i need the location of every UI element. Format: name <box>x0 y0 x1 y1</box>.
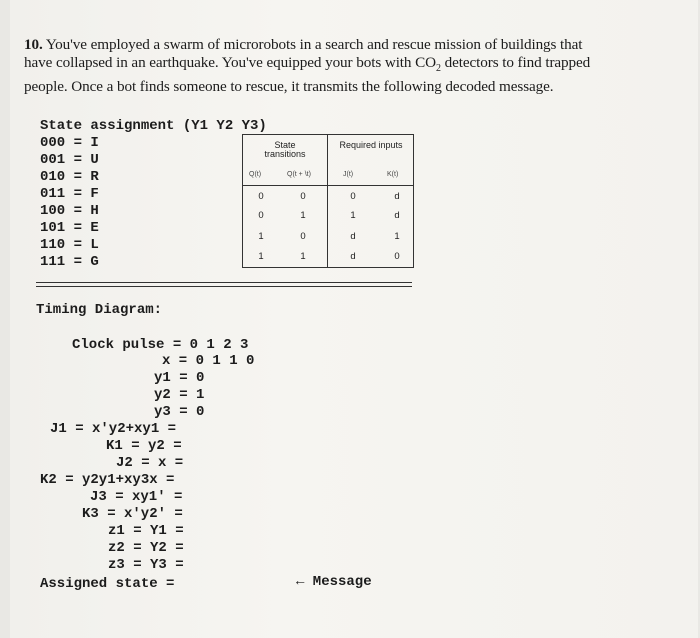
jk-transition-table <box>242 134 414 268</box>
state-row: 110 = L <box>40 237 99 253</box>
timing-row-j2: J2 = x = <box>116 455 184 471</box>
section-divider <box>36 282 412 283</box>
state-row: 000 = I <box>40 135 99 151</box>
col-label-kt: K(t) <box>387 171 399 178</box>
timing-row-y1: y1 = 0 <box>154 370 205 386</box>
question-line-2-start: have collapsed in an earthquake. You've equipped your bots with CO <box>24 54 437 71</box>
question-line-1: You've employed a swarm of microrobots in a search and rescue mission of buildings that <box>45 36 583 53</box>
table-divider <box>243 185 413 186</box>
table-cell: 1 <box>350 210 356 221</box>
state-row: 001 = U <box>40 152 99 168</box>
timing-row-k3: K3 = x'y2' = <box>82 506 183 522</box>
question-text <box>24 36 664 96</box>
state-transitions-header: State transitions <box>264 140 306 159</box>
table-cell: 0 <box>394 251 400 262</box>
timing-row-clock: Clock pulse = 0 1 2 3 <box>72 337 249 353</box>
timing-diagram-title: Timing Diagram: <box>36 302 163 318</box>
col-label-qt: Q(t) <box>249 171 262 178</box>
col-label-qt-next: Q(t + \t) <box>287 171 311 178</box>
timing-row-j3: J3 = xy1' = <box>90 489 183 505</box>
timing-row-j1: J1 = x'y2+xy1 = <box>50 421 177 437</box>
state-row: 011 = F <box>40 186 99 202</box>
table-cell: d <box>350 251 356 262</box>
table-cell: 0 <box>350 191 356 202</box>
co2-subscript: 2 <box>436 63 441 75</box>
timing-row-assigned-state: Assigned state = <box>40 576 175 592</box>
question-line-2-end: detectors to find trapped <box>440 54 591 71</box>
table-cell: d <box>394 191 400 202</box>
state-row: 010 = R <box>40 169 99 185</box>
question-line-3: people. Once a bot finds someone to rescue, it transmits the following decoded message. <box>24 78 554 96</box>
timing-row-k2: K2 = y2y1+xy3x = <box>40 472 175 488</box>
required-inputs-header: Required inputs <box>339 140 403 150</box>
table-cell: 0 <box>300 191 306 202</box>
section-divider <box>36 286 412 287</box>
table-cell: 0 <box>258 210 264 221</box>
state-assignment-title: State assignment (Y1 Y2 Y3) <box>40 118 267 134</box>
table-cell: 1 <box>258 251 264 262</box>
state-row: 101 = E <box>40 220 99 236</box>
table-cell: 0 <box>258 191 264 202</box>
timing-row-z2: z2 = Y2 = <box>108 540 184 556</box>
table-cell: d <box>394 210 400 221</box>
timing-row-k1: K1 = y2 = <box>106 438 182 454</box>
table-cell: 1 <box>258 231 264 242</box>
timing-row-y2: y2 = 1 <box>154 387 205 403</box>
table-cell: 1 <box>300 251 306 262</box>
timing-row-x: x = 0 1 1 0 <box>162 353 255 369</box>
table-cell: d <box>350 231 356 242</box>
message-label: ← Message <box>296 574 372 590</box>
table-cell: 1 <box>394 231 400 242</box>
state-row: 100 = H <box>40 203 99 219</box>
state-row: 111 = G <box>40 254 99 270</box>
timing-row-y3: y3 = 0 <box>154 404 205 420</box>
timing-row-z3: z3 = Y3 = <box>108 557 184 573</box>
table-divider <box>327 135 328 267</box>
col-label-jt: J(t) <box>343 171 354 178</box>
timing-row-z1: z1 = Y1 = <box>108 523 184 539</box>
question-number: 10. <box>24 36 43 53</box>
table-cell: 1 <box>300 210 306 221</box>
table-cell: 0 <box>300 231 306 242</box>
